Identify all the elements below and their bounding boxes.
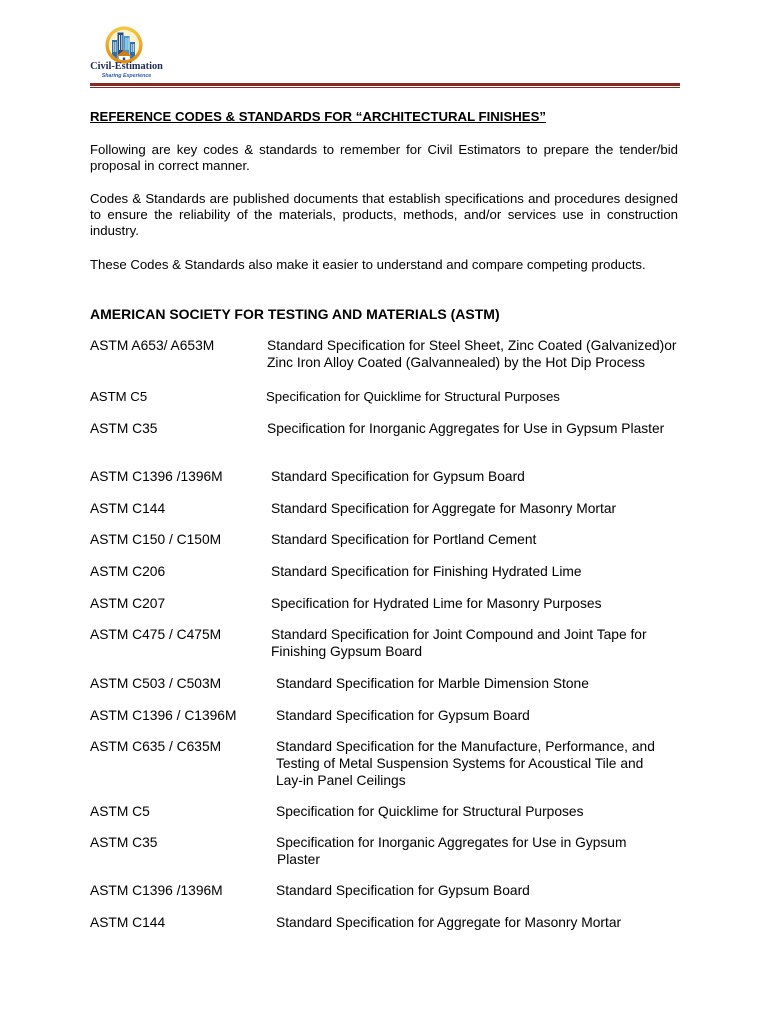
astm-description <box>271 596 602 613</box>
description-line: Standard Specification for Gypsum Board <box>276 708 530 723</box>
intro-paragraph: Codes & Standards are published documents that establish specifications and procedures designed to ensure the reliability of the materials, products, methods, and/or services use in construction industry. <box>90 191 678 238</box>
astm-description <box>271 501 616 518</box>
astm-code: ASTM A653/ A653M <box>90 338 215 353</box>
astm-code: ASTM C635 / C635M <box>90 739 222 754</box>
description-line: Standard Specification for Joint Compound and Joint Tape for <box>271 627 647 642</box>
description-line: Standard Specification for the Manufacture, Performance, and <box>276 739 655 754</box>
description-line: Standard Specification for Portland Cement <box>271 532 537 547</box>
description-line: Standard Specification for Steel Sheet, Zinc Coated (Galvanized)or <box>267 338 677 353</box>
astm-description <box>267 338 677 372</box>
astm-code: ASTM C35 <box>90 421 158 436</box>
astm-code: ASTM C144 <box>90 915 166 930</box>
description-line: Standard Specification for Gypsum Board <box>276 883 530 898</box>
description-line: Standard Specification for Aggregate for Masonry Mortar <box>276 915 622 930</box>
astm-code: ASTM C1396 / C1396M <box>90 708 237 723</box>
intro-paragraph: These Codes & Standards also make it easier to understand and compare competing products. <box>90 257 646 272</box>
astm-description <box>271 469 525 486</box>
astm-description <box>271 532 536 549</box>
astm-code: ASTM C5 <box>90 389 148 404</box>
astm-description <box>271 627 647 661</box>
description-line: Testing of Metal Suspension Systems for Acoustical Tile and <box>276 755 644 771</box>
astm-description <box>276 708 530 725</box>
description-line: Specification for Inorganic Aggregates for Use in Gypsum <box>276 835 627 850</box>
astm-description <box>276 739 655 789</box>
description-line: Standard Specification for Marble Dimension Stone <box>276 676 589 691</box>
astm-code: ASTM C1396 /1396M <box>90 469 223 484</box>
intro-paragraph: Following are key codes & standards to remember for Civil Estimators to prepare the tender/bid proposal in correct manner. <box>90 142 678 173</box>
description-line: Lay-in Panel Ceilings <box>276 772 406 788</box>
description-line: Zinc Iron Alloy Coated (Galvannealed) by the Hot Dip Process <box>267 354 646 370</box>
description-line: Specification for Hydrated Lime for Masonry Purposes <box>271 596 602 611</box>
header-divider <box>90 83 680 88</box>
description-line: Standard Specification for Finishing Hydrated Lime <box>271 564 582 579</box>
astm-description <box>276 804 584 821</box>
astm-code: ASTM C35 <box>90 835 158 850</box>
astm-code: ASTM C206 <box>90 564 166 579</box>
description-line: Specification for Quicklime for Structural Purposes <box>276 804 584 819</box>
astm-code: ASTM C1396 /1396M <box>90 883 223 898</box>
astm-description <box>276 676 589 693</box>
astm-description <box>276 835 626 869</box>
astm-description <box>276 915 621 932</box>
description-line: Plaster <box>277 851 320 867</box>
astm-code: ASTM C144 <box>90 501 166 516</box>
logo-tagline: Sharing Experience <box>101 72 152 79</box>
description-line: Finishing Gypsum Board <box>271 643 423 659</box>
astm-description <box>271 564 582 581</box>
astm-code: ASTM C475 / C475M <box>90 627 222 642</box>
astm-code: ASTM C150 / C150M <box>90 532 222 547</box>
description-line: Specification for Inorganic Aggregates for Use in Gypsum Plaster <box>267 421 665 436</box>
astm-description <box>266 389 560 406</box>
description-line: Specification for Quicklime for Structural Purposes <box>266 389 560 404</box>
logo-brand-name: Civil-Estimation <box>90 61 163 72</box>
document-title: REFERENCE CODES & STANDARDS FOR “ARCHITECTURAL FINISHES” <box>90 109 546 124</box>
astm-code: ASTM C503 / C503M <box>90 676 222 691</box>
buildings-logo-icon <box>104 25 144 65</box>
astm-description <box>276 883 530 900</box>
description-line: Standard Specification for Gypsum Board <box>271 469 525 484</box>
astm-code: ASTM C5 <box>90 804 150 819</box>
astm-code: ASTM C207 <box>90 596 166 611</box>
section-heading: AMERICAN SOCIETY FOR TESTING AND MATERIALS (ASTM) <box>90 306 500 322</box>
description-line: Standard Specification for Aggregate for Masonry Mortar <box>271 501 617 516</box>
astm-description <box>267 421 664 438</box>
